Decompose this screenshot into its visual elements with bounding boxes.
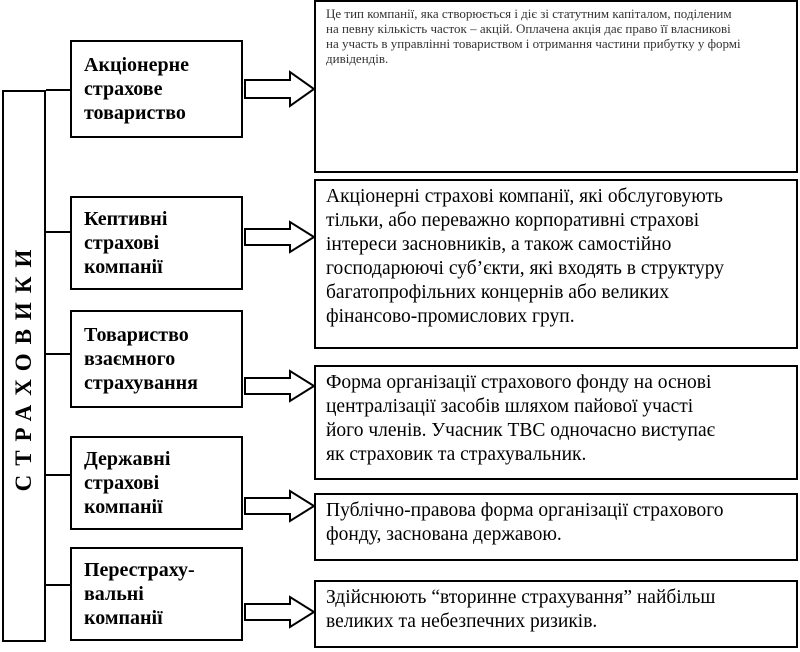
type-name-state: Державні страхові компанії (84, 448, 171, 518)
arrow-5 (245, 597, 314, 627)
type-name-mutual: Товариство взаємного страхування (84, 324, 198, 394)
insurers-group-box (2, 90, 46, 642)
description-box-state (314, 493, 798, 561)
type-name-joint-stock: Акціонерне страхове товариство (84, 54, 189, 124)
type-box-joint-stock (70, 40, 243, 138)
type-box-captive (70, 196, 243, 290)
arrow-4 (245, 491, 314, 521)
arrow-2 (245, 222, 314, 252)
insurers-label: СТРАХОВИКИ (11, 240, 36, 492)
type-box-mutual (70, 310, 243, 408)
description-box-mutual (314, 365, 798, 480)
arrow-3 (245, 371, 314, 401)
description-captive: Акціонерні страхові компанії, які обслуговують тільки, або переважно корпоративні страхові інтереси засновників, а також самостійно господарюючі суб’єкти, які входять в структуру багатопрофільних концернів або великих фінансово-промислових груп. (326, 186, 724, 327)
description-box-joint-stock (314, 0, 798, 173)
arrow-1 (245, 72, 314, 106)
description-joint-stock: Це тип компанії, яка створюється і діє зі статутним капіталом, поділеним на певну кількість часток – акцій. Оплачена акція дає право її власникові на участь в управлінні товариством і отримання частини прибутку у формі дивідендів. (326, 6, 741, 66)
description-box-reinsurance (314, 580, 798, 648)
description-state: Публічно-правова форма організації страхового фонду, заснована державою. (326, 500, 724, 545)
type-name-reinsurance: Перестраху- вальні компанії (84, 559, 195, 629)
type-box-state (70, 436, 243, 530)
type-box-reinsurance (70, 547, 243, 641)
description-mutual: Форма організації страхового фонду на основі централізації засобів шляхом пайової участі його членів. Учасник ТВС одночасно виступає як страховик та страхувальник. (326, 372, 716, 465)
type-name-captive: Кептивні страхові компанії (84, 208, 168, 278)
description-box-captive (314, 179, 798, 349)
description-reinsurance: Здійснюють “вторинне страхування” найбільш великих та небезпечних ризиків. (326, 587, 716, 632)
